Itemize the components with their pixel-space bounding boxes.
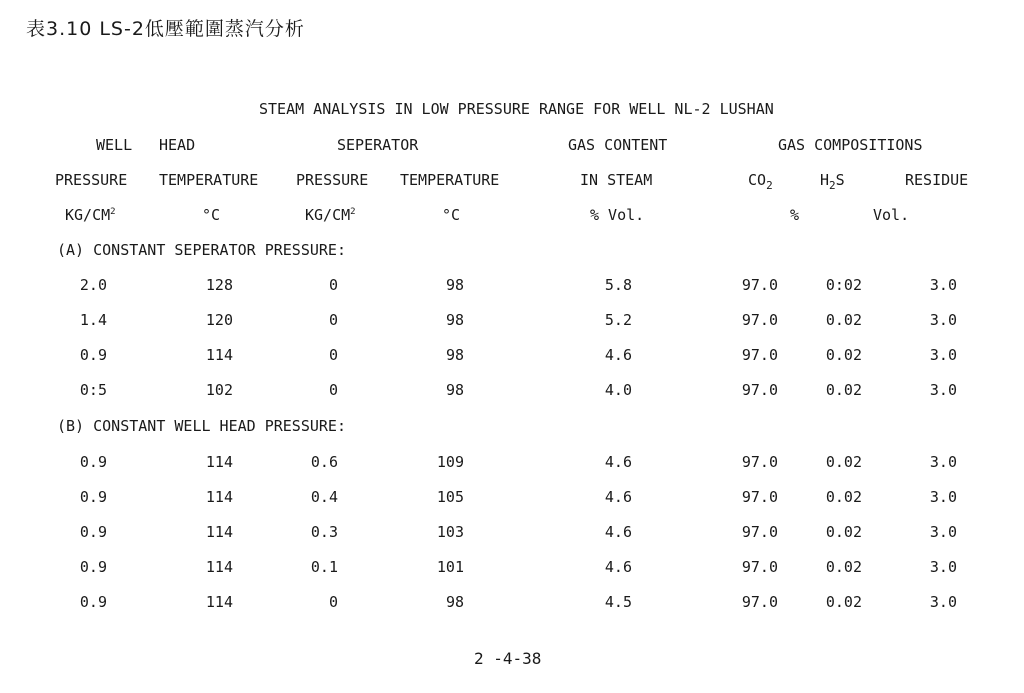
cell-residue: 3.0 — [929, 523, 957, 541]
header-temperature-well: TEMPERATURE — [159, 171, 259, 189]
header-head: HEAD — [159, 136, 196, 154]
cell-separator-temperature: 98 — [445, 381, 464, 399]
cell-residue: 3.0 — [929, 488, 957, 506]
cell-well-pressure: 2.0 — [79, 276, 107, 294]
cell-h2s: 0.02 — [825, 593, 862, 611]
cell-co2: 97.0 — [741, 453, 778, 471]
cell-well-pressure: 0.9 — [79, 488, 107, 506]
cell-gas-content: 4.6 — [604, 523, 632, 541]
cell-gas-content: 4.6 — [604, 558, 632, 576]
cell-gas-content: 5.2 — [604, 311, 632, 329]
cell-residue: 3.0 — [929, 381, 957, 399]
table-title: STEAM ANALYSIS IN LOW PRESSURE RANGE FOR WELL NL-2 LUSHAN — [259, 100, 774, 118]
cell-separator-pressure: 0.4 — [310, 488, 338, 506]
cell-separator-pressure: 0 — [328, 381, 338, 399]
cell-h2s: 0:02 — [825, 276, 862, 294]
cell-well-temperature: 114 — [205, 453, 233, 471]
cell-co2: 97.0 — [741, 276, 778, 294]
cell-co2: 97.0 — [741, 346, 778, 364]
table-caption: 表3.10 LS-2低壓範圍蒸汽分析 — [26, 18, 305, 40]
cell-well-temperature: 120 — [205, 311, 233, 329]
cell-separator-temperature: 98 — [445, 593, 464, 611]
header-temperature-separator: TEMPERATURE — [400, 171, 500, 189]
cell-gas-content: 4.0 — [604, 381, 632, 399]
header-gas-compositions: GAS COMPOSITIONS — [778, 136, 923, 154]
header-residue: RESIDUE — [905, 171, 969, 189]
cell-co2: 97.0 — [741, 488, 778, 506]
cell-residue: 3.0 — [929, 276, 957, 294]
cell-residue: 3.0 — [929, 453, 957, 471]
cell-h2s: 0.02 — [825, 346, 862, 364]
cell-well-pressure: 1.4 — [79, 311, 107, 329]
header-h2s: $H_2S$ — [820, 171, 845, 192]
cell-separator-pressure: 0 — [328, 346, 338, 364]
section-a-label: (A) CONSTANT SEPERATOR PRESSURE: — [57, 241, 346, 259]
cell-well-temperature: 114 — [205, 346, 233, 364]
cell-separator-temperature: 98 — [445, 276, 464, 294]
unit-separator-pressure: $KG/CM^2$ — [305, 206, 356, 224]
cell-h2s: 0.02 — [825, 488, 862, 506]
header-gas-content: GAS CONTENT — [568, 136, 668, 154]
cell-h2s: 0.02 — [825, 381, 862, 399]
unit-gas-content: % Vol. — [590, 206, 645, 224]
cell-residue: 3.0 — [929, 593, 957, 611]
cell-gas-content: 4.6 — [604, 488, 632, 506]
cell-separator-pressure: 0 — [328, 311, 338, 329]
cell-residue: 3.0 — [929, 311, 957, 329]
header-pressure-separator: PRESSURE — [296, 171, 369, 189]
unit-separator-temperature: °C — [442, 206, 461, 224]
cell-h2s: 0.02 — [825, 523, 862, 541]
cell-h2s: 0.02 — [825, 311, 862, 329]
unit-co2: % — [790, 206, 800, 224]
cell-separator-pressure: 0.1 — [310, 558, 338, 576]
cell-separator-temperature: 98 — [445, 346, 464, 364]
header-in-steam: IN STEAM — [580, 171, 653, 189]
unit-well-temperature: °C — [202, 206, 221, 224]
cell-co2: 97.0 — [741, 381, 778, 399]
cell-gas-content: 4.5 — [604, 593, 632, 611]
cell-gas-content: 4.6 — [604, 346, 632, 364]
section-b-label: (B) CONSTANT WELL HEAD PRESSURE: — [57, 417, 346, 435]
page-number: 2 -4-38 — [474, 649, 542, 668]
cell-well-temperature: 102 — [205, 381, 233, 399]
cell-residue: 3.0 — [929, 558, 957, 576]
header-separator: SEPERATOR — [337, 136, 419, 154]
cell-gas-content: 4.6 — [604, 453, 632, 471]
cell-separator-temperature: 103 — [436, 523, 464, 541]
cell-well-pressure: 0.9 — [79, 558, 107, 576]
cell-well-temperature: 114 — [205, 558, 233, 576]
header-pressure-well: PRESSURE — [55, 171, 128, 189]
cell-well-pressure: 0:5 — [79, 381, 107, 399]
cell-residue: 3.0 — [929, 346, 957, 364]
cell-well-pressure: 0.9 — [79, 453, 107, 471]
cell-well-temperature: 128 — [205, 276, 233, 294]
cell-separator-temperature: 98 — [445, 311, 464, 329]
cell-well-pressure: 0.9 — [79, 593, 107, 611]
cell-separator-temperature: 105 — [436, 488, 464, 506]
cell-co2: 97.0 — [741, 523, 778, 541]
unit-well-pressure: $KG/CM^2$ — [65, 206, 116, 224]
cell-co2: 97.0 — [741, 311, 778, 329]
unit-composition-vol: Vol. — [873, 206, 910, 224]
cell-separator-pressure: 0 — [328, 593, 338, 611]
cell-well-pressure: 0.9 — [79, 346, 107, 364]
cell-separator-pressure: 0 — [328, 276, 338, 294]
cell-co2: 97.0 — [741, 593, 778, 611]
cell-h2s: 0.02 — [825, 453, 862, 471]
cell-separator-temperature: 109 — [436, 453, 464, 471]
cell-gas-content: 5.8 — [604, 276, 632, 294]
cell-well-temperature: 114 — [205, 593, 233, 611]
cell-h2s: 0.02 — [825, 558, 862, 576]
header-well: WELL — [96, 136, 133, 154]
cell-co2: 97.0 — [741, 558, 778, 576]
cell-separator-pressure: 0.3 — [310, 523, 338, 541]
cell-well-temperature: 114 — [205, 488, 233, 506]
cell-separator-pressure: 0.6 — [310, 453, 338, 471]
cell-well-pressure: 0.9 — [79, 523, 107, 541]
cell-well-temperature: 114 — [205, 523, 233, 541]
cell-separator-temperature: 101 — [436, 558, 464, 576]
header-co2: $CO_2$ — [748, 171, 773, 192]
